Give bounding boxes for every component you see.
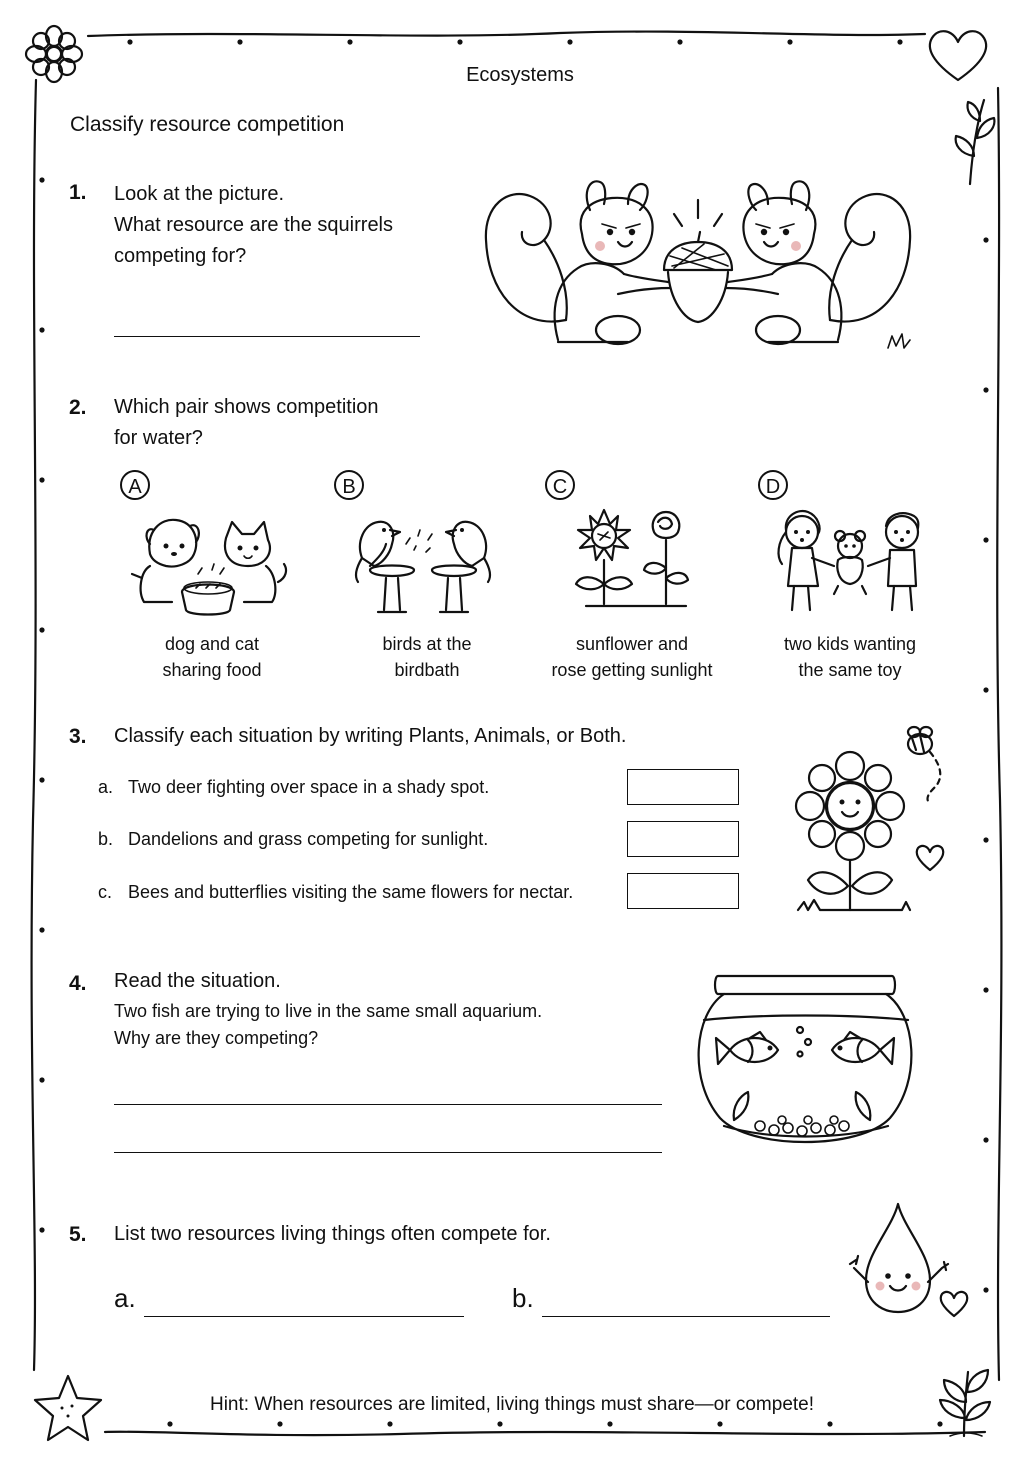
situation-b-label: b. <box>98 829 114 849</box>
answer-line-4a[interactable] <box>114 1104 662 1105</box>
option-c-caption <box>517 631 747 683</box>
question-4-number: 4. <box>69 972 87 995</box>
border-dot <box>983 837 988 842</box>
border-dot <box>497 1421 502 1426</box>
caption-line: dog and cat <box>164 634 260 654</box>
answer-line-5b[interactable] <box>542 1316 830 1317</box>
situation-c-label: c. <box>98 882 113 902</box>
border-dot <box>983 687 988 692</box>
border-dot <box>983 237 988 242</box>
border-dot <box>983 1287 988 1292</box>
border-dot <box>39 1227 44 1232</box>
question-4-situation: Two fish are trying to live in the same small aquarium. <box>114 1001 543 1021</box>
caption-line: sunflower and <box>575 634 689 654</box>
border-dot <box>127 39 132 44</box>
border-dot <box>347 39 352 44</box>
caption-line: birds at the <box>382 634 472 654</box>
option-b-caption <box>312 631 542 683</box>
situation-c-answer-box[interactable] <box>627 873 739 909</box>
border-dot <box>827 1421 832 1426</box>
border-dot <box>39 477 44 482</box>
border-dot <box>983 1137 988 1142</box>
border-dot <box>457 39 462 44</box>
leaf-sprig-icon <box>950 96 1000 186</box>
option-a-caption <box>97 631 327 683</box>
border-dot <box>39 327 44 332</box>
question-1-line: Look at the picture. <box>114 183 285 205</box>
border-dot <box>567 39 572 44</box>
answer-a-label: a. <box>114 1283 136 1313</box>
option-a-radio[interactable]: A <box>120 470 150 500</box>
happy-flower-icon <box>790 720 958 916</box>
border-dot <box>237 39 242 44</box>
border-dot <box>39 627 44 632</box>
border-dot <box>983 387 988 392</box>
water-drop-icon <box>846 1198 976 1348</box>
caption-line: sharing food <box>162 660 262 680</box>
border-dot <box>167 1421 172 1426</box>
border-dot <box>983 987 988 992</box>
birds-birdbath-icon <box>348 512 498 622</box>
question-5-text: List two resources living things often compete for. <box>114 1223 551 1245</box>
answer-b-label: b. <box>512 1283 534 1313</box>
answer-line-1[interactable] <box>114 336 420 337</box>
situation-b-answer-box[interactable] <box>627 821 739 857</box>
border-dot <box>39 777 44 782</box>
fishbowl-icon <box>690 970 920 1150</box>
question-1-text <box>114 179 393 272</box>
border-dot <box>39 1077 44 1082</box>
border-dot <box>897 39 902 44</box>
question-1-line: What resource are the squirrels <box>114 214 394 236</box>
option-d-caption <box>735 631 965 683</box>
question-3-number: 3. <box>69 725 87 748</box>
border-dot <box>39 177 44 182</box>
border-dot <box>277 1421 282 1426</box>
caption-line: two kids wanting <box>783 634 917 654</box>
border-dot <box>387 1421 392 1426</box>
question-5-number: 5. <box>69 1223 87 1246</box>
border-dot <box>677 39 682 44</box>
question-2-line: for water? <box>114 427 203 449</box>
question-3-text: Classify each situation by writing Plants, Animals, or Both. <box>114 725 627 747</box>
situation-a-label: a. <box>98 777 114 797</box>
hint-text: Hint: When resources are limited, living things must share—or compete! <box>209 1394 815 1415</box>
situation-a-answer-box[interactable] <box>627 769 739 805</box>
page-title: Ecosystems <box>466 64 574 86</box>
question-2-text <box>114 392 379 454</box>
option-b-radio[interactable]: B <box>334 470 364 500</box>
two-kids-toy-icon <box>764 502 940 620</box>
caption-line: birdbath <box>394 660 460 680</box>
page-subtitle: Classify resource competition <box>70 113 345 136</box>
border-dot <box>983 537 988 542</box>
border-dot <box>717 1421 722 1426</box>
sunflower-and-rose-icon <box>566 504 706 616</box>
question-1-line: competing for? <box>114 245 247 267</box>
situation-a-text: Two deer fighting over space in a shady spot. <box>128 777 490 797</box>
caption-line: the same toy <box>798 660 902 680</box>
question-2-line: Which pair shows competition <box>114 396 379 418</box>
situation-b-text: Dandelions and grass competing for sunlight. <box>128 829 489 849</box>
question-2-number: 2. <box>69 396 87 419</box>
border-dot <box>787 39 792 44</box>
option-c-radio[interactable]: C <box>545 470 575 500</box>
caption-line: rose getting sunlight <box>551 660 713 680</box>
border-dot <box>39 927 44 932</box>
option-d-radio[interactable]: D <box>758 470 788 500</box>
situation-c-text: Bees and butterflies visiting the same flowers for nectar. <box>128 882 574 902</box>
question-4-prompt: Why are they competing? <box>114 1028 319 1048</box>
question-4-lead: Read the situation. <box>114 970 281 992</box>
border-dot <box>607 1421 612 1426</box>
question-1-number: 1. <box>69 181 87 204</box>
dog-and-cat-icon <box>128 508 288 620</box>
answer-line-5a[interactable] <box>144 1316 464 1317</box>
answer-line-4b[interactable] <box>114 1152 662 1153</box>
squirrels-icon <box>478 170 918 360</box>
